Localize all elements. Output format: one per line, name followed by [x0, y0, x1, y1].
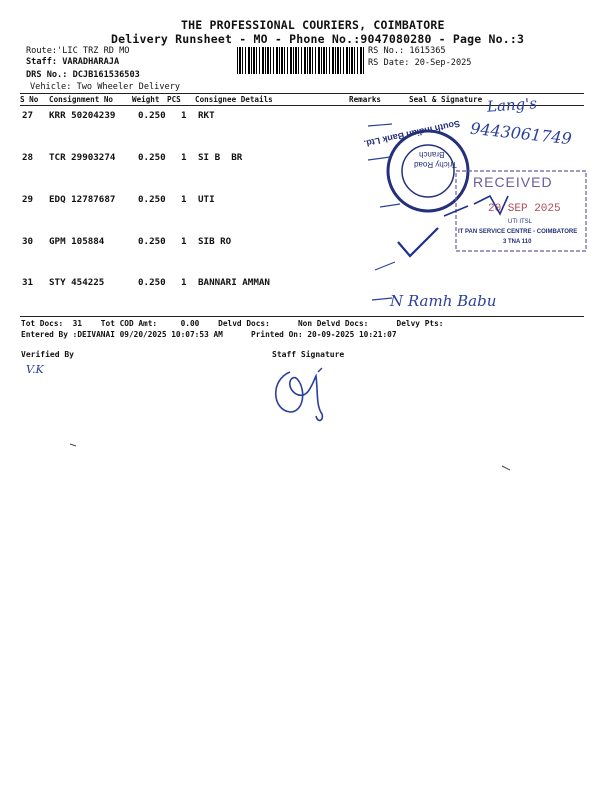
handwritten-note: Lang's [486, 94, 538, 116]
row-consignment: EDQ 12787687 [49, 194, 116, 205]
rs-date: RS Date: 20-Sep-2025 [368, 58, 472, 68]
row-consignee: SI B BR [198, 152, 243, 163]
company-title: THE PROFESSIONAL COURIERS, COIMBATORE [181, 18, 445, 32]
rs-number: RS No.: 1615365 [368, 46, 446, 56]
vehicle-label: Vehicle: Two Wheeler Delivery [30, 82, 181, 92]
received-stamp-small: UTI ITSL [508, 219, 533, 225]
row-pcs: 1 [181, 152, 187, 163]
row-consignment: KRR 50204239 [49, 110, 116, 121]
route-label: Route:'LIC TRZ RD MO [26, 46, 130, 56]
bank-seal-name: South Indian Bank Ltd. [362, 118, 461, 149]
row-pcs: 1 [181, 277, 187, 288]
row-sno: 31 [22, 277, 34, 288]
received-stamp-title: RECEIVED [473, 174, 553, 190]
handwritten-recipient-signature: N Ramh Babu [390, 292, 497, 310]
received-stamp-office: IT PAN SERVICE CENTRE - COIMBATORE [458, 229, 578, 235]
row-consignment: GPM 105884 [49, 236, 105, 247]
row-weight: 0.250 [138, 277, 166, 288]
handwritten-phone: 9443061749 [469, 118, 573, 149]
row-sno: 30 [22, 236, 34, 247]
runsheet-subtitle: Delivery Runsheet - MO - Phone No.:9047080280 - Page No.:3 [111, 32, 525, 46]
totals-line: Tot Docs: 31 Tot COD Amt: 0.00 Delvd Docs: Non Delvd Docs: Delvy Pts: [21, 319, 444, 328]
row-sno: 27 [22, 110, 34, 121]
verified-by-label: Verified By [21, 350, 74, 359]
row-consignment: TCR 29903274 [49, 152, 116, 163]
row-weight: 0.250 [138, 194, 166, 205]
footer-rule [20, 316, 584, 317]
row-consignee: BANNARI AMMAN [198, 277, 270, 288]
entered-by-line: Entered By :DEIVANAI 09/20/2025 10:07:53 AM Printed On: 20-09-2025 10:21:07 [21, 330, 397, 339]
row-consignee: UTI [198, 194, 215, 205]
row-pcs: 1 [181, 194, 187, 205]
received-stamp-date: 20 SEP 2025 [488, 203, 561, 215]
column-header-remarks: Remarks [349, 95, 382, 104]
staff-signature-label: Staff Signature [272, 350, 345, 359]
barcode [237, 47, 365, 74]
row-pcs: 1 [181, 110, 187, 121]
bank-seal-branch-name: Trichy Road [414, 160, 457, 169]
row-pcs: 1 [181, 236, 187, 247]
verified-initials: V.K [26, 363, 44, 376]
column-header-seal: Seal & Signature [409, 95, 483, 104]
column-header-weight: Weight [132, 95, 160, 104]
column-header-pcs: PCS [167, 95, 181, 104]
row-consignment: STY 454225 [49, 277, 105, 288]
row-sno: 28 [22, 152, 34, 163]
column-header-consignee: Consignee Details [195, 95, 273, 104]
staff-label: Staff: VARADHARAJA [26, 57, 120, 67]
received-stamp-code: 3 TNA 110 [503, 239, 532, 245]
header-rule-top [20, 93, 584, 94]
row-consignee: RKT [198, 110, 215, 121]
drs-number: DRS No.: DCJB161536503 [26, 70, 140, 80]
bank-seal-branch: Branch [419, 150, 445, 159]
row-weight: 0.250 [138, 236, 166, 247]
row-weight: 0.250 [138, 110, 166, 121]
row-sno: 29 [22, 194, 34, 205]
column-header-sno: S No [20, 95, 39, 104]
row-consignee: SIB RO [198, 236, 232, 247]
column-header-consignment: Consignment No [49, 95, 114, 104]
row-weight: 0.250 [138, 152, 166, 163]
